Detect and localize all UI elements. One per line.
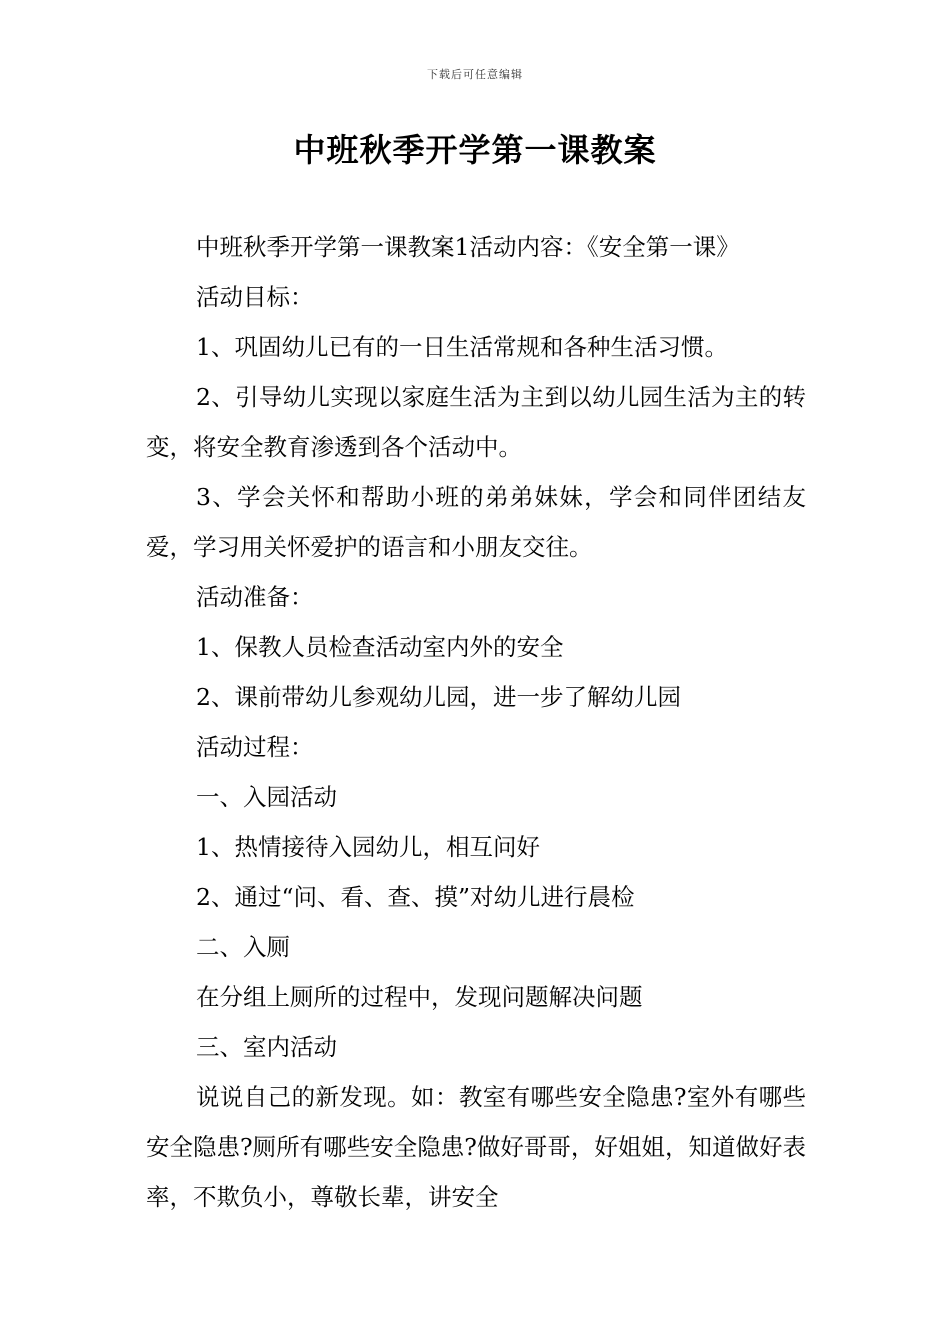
- paragraph-goal-3: 3、学会关怀和帮助小班的弟弟妹妹，学会和同伴团结友爱，学习用关怀爱护的语言和小朋友交往。: [146, 483, 806, 561]
- paragraph-section-1: 一、入园活动: [196, 783, 337, 811]
- paragraph-section-3-text: 说说自己的新发现。如：教室有哪些安全隐患?室外有哪些安全隐患?厕所有哪些安全隐患?做好哥哥，好姐姐，知道做好表率，不欺负小，尊敬长辈，讲安全: [146, 1083, 806, 1211]
- paragraph-intro: 中班秋季开学第一课教案1活动内容：《安全第一课》: [196, 233, 740, 261]
- paragraph-goals-heading: 活动目标：: [196, 283, 314, 311]
- paragraph-process-heading: 活动过程：: [196, 733, 314, 761]
- header-note: 下载后可任意编辑: [427, 68, 523, 81]
- paragraph-section-1-item-1: 1、热情接待入园幼儿，相互问好: [196, 833, 540, 861]
- paragraph-section-2: 二、入厕: [196, 933, 290, 961]
- paragraph-preparation-heading: 活动准备：: [196, 583, 314, 611]
- paragraph-preparation-1: 1、保教人员检查活动室内外的安全: [196, 633, 564, 661]
- paragraph-section-2-text: 在分组上厕所的过程中，发现问题解决问题: [196, 983, 643, 1011]
- document-body: [146, 222, 806, 1222]
- paragraph-goal-2: 2、引导幼儿实现以家庭生活为主到以幼儿园生活为主的转变，将安全教育渗透到各个活动中。: [146, 383, 806, 461]
- paragraph-preparation-2: 2、课前带幼儿参观幼儿园，进一步了解幼儿园: [196, 683, 681, 711]
- paragraph-goal-1: 1、巩固幼儿已有的一日生活常规和各种生活习惯。: [196, 333, 728, 361]
- paragraph-section-1-item-2: 2、通过“问、看、查、摸”对幼儿进行晨检: [196, 883, 635, 911]
- paragraph-section-3: 三、室内活动: [196, 1033, 337, 1061]
- document-title: 中班秋季开学第一课教案: [293, 131, 657, 169]
